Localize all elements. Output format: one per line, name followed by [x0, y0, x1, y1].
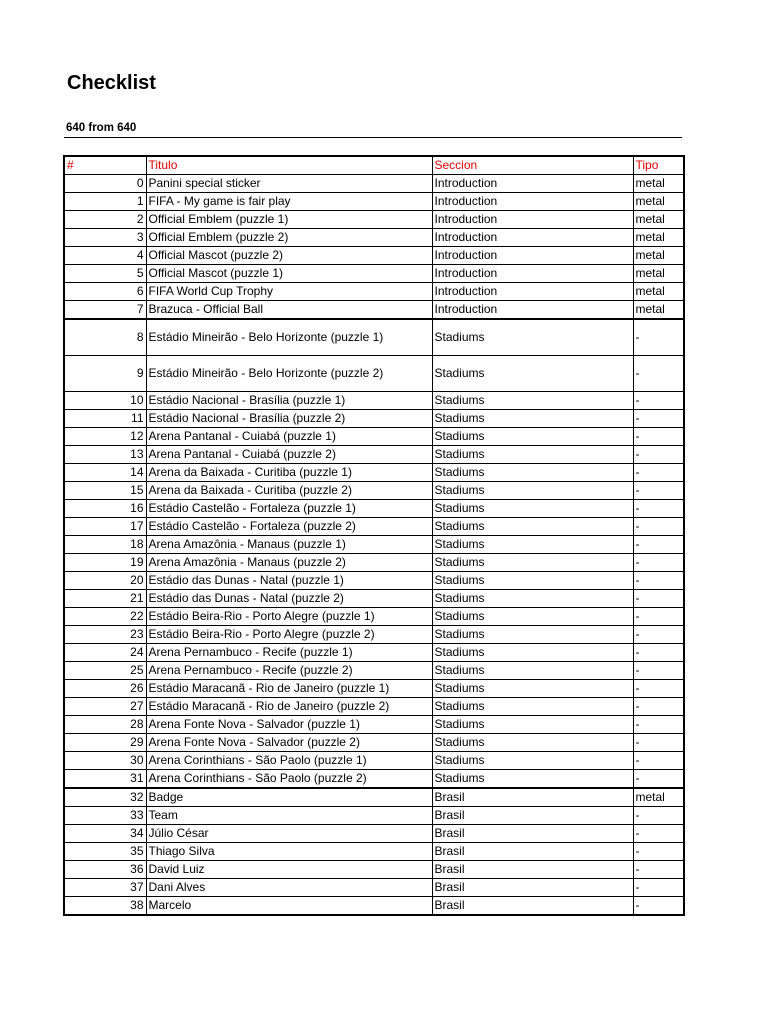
cell-titulo: Dani Alves [146, 879, 432, 897]
cell-titulo: Arena Pernambuco - Recife (puzzle 2) [146, 662, 432, 680]
cell-tipo: metal [633, 283, 684, 301]
cell-number: 30 [64, 752, 146, 770]
cell-number: 23 [64, 626, 146, 644]
cell-tipo: - [633, 518, 684, 536]
table-header-row [64, 156, 684, 175]
cell-tipo: - [633, 644, 684, 662]
table-row [64, 229, 684, 247]
cell-seccion: Introduction [432, 175, 633, 193]
cell-seccion: Stadiums [432, 319, 633, 356]
cell-tipo: - [633, 500, 684, 518]
table-row [64, 536, 684, 554]
table-row [64, 662, 684, 680]
cell-tipo: - [633, 698, 684, 716]
cell-tipo: - [633, 410, 684, 428]
cell-tipo: - [633, 734, 684, 752]
table-row [64, 698, 684, 716]
cell-seccion: Stadiums [432, 536, 633, 554]
table-row [64, 392, 684, 410]
table-row [64, 788, 684, 807]
table-row [64, 572, 684, 590]
cell-titulo: Estádio Beira-Rio - Porto Alegre (puzzle 1) [146, 608, 432, 626]
cell-tipo: - [633, 536, 684, 554]
cell-tipo: - [633, 897, 684, 916]
cell-titulo: Arena Amazônia - Manaus (puzzle 2) [146, 554, 432, 572]
cell-seccion: Stadiums [432, 752, 633, 770]
table-row [64, 590, 684, 608]
cell-tipo: metal [633, 229, 684, 247]
cell-titulo: Estádio Maracanã - Rio de Janeiro (puzzle 1) [146, 680, 432, 698]
table-row [64, 428, 684, 446]
cell-seccion: Brasil [432, 861, 633, 879]
table-row [64, 518, 684, 536]
cell-titulo: Estádio das Dunas - Natal (puzzle 1) [146, 572, 432, 590]
cell-number: 34 [64, 825, 146, 843]
cell-titulo: Team [146, 807, 432, 825]
table-row [64, 446, 684, 464]
cell-titulo: FIFA World Cup Trophy [146, 283, 432, 301]
table-row [64, 247, 684, 265]
cell-tipo: metal [633, 301, 684, 320]
table-row [64, 301, 684, 320]
cell-titulo: Thiago Silva [146, 843, 432, 861]
cell-titulo: Brazuca - Official Ball [146, 301, 432, 320]
table-row [64, 175, 684, 193]
cell-titulo: Estádio Mineirão - Belo Horizonte (puzzle 1) [146, 319, 432, 356]
cell-tipo: - [633, 662, 684, 680]
table-row [64, 464, 684, 482]
cell-titulo: Arena da Baixada - Curitiba (puzzle 2) [146, 482, 432, 500]
cell-seccion: Stadiums [432, 356, 633, 392]
cell-tipo: - [633, 319, 684, 356]
cell-titulo: Estádio das Dunas - Natal (puzzle 2) [146, 590, 432, 608]
divider [64, 137, 682, 138]
cell-titulo: David Luiz [146, 861, 432, 879]
cell-seccion: Stadiums [432, 590, 633, 608]
cell-tipo: - [633, 752, 684, 770]
table-row [64, 752, 684, 770]
table-row [64, 644, 684, 662]
cell-seccion: Stadiums [432, 680, 633, 698]
cell-titulo: Júlio César [146, 825, 432, 843]
cell-tipo: - [633, 608, 684, 626]
cell-titulo: Arena Fonte Nova - Salvador (puzzle 1) [146, 716, 432, 734]
cell-number: 24 [64, 644, 146, 662]
table-row [64, 482, 684, 500]
cell-tipo: metal [633, 265, 684, 283]
cell-titulo: Arena Corinthians - São Paolo (puzzle 2) [146, 770, 432, 789]
cell-seccion: Stadiums [432, 770, 633, 789]
cell-seccion: Introduction [432, 283, 633, 301]
cell-number: 15 [64, 482, 146, 500]
cell-titulo: Official Mascot (puzzle 1) [146, 265, 432, 283]
cell-tipo: - [633, 716, 684, 734]
cell-seccion: Stadiums [432, 626, 633, 644]
cell-titulo: FIFA - My game is fair play [146, 193, 432, 211]
header-tipo: Tipo [633, 156, 684, 175]
cell-titulo: Panini special sticker [146, 175, 432, 193]
cell-tipo: - [633, 356, 684, 392]
cell-seccion: Stadiums [432, 392, 633, 410]
cell-titulo: Official Mascot (puzzle 2) [146, 247, 432, 265]
cell-titulo: Arena Pernambuco - Recife (puzzle 1) [146, 644, 432, 662]
cell-number: 14 [64, 464, 146, 482]
cell-number: 11 [64, 410, 146, 428]
table-row [64, 734, 684, 752]
cell-seccion: Stadiums [432, 410, 633, 428]
cell-seccion: Brasil [432, 807, 633, 825]
table-row [64, 356, 684, 392]
table-row [64, 319, 684, 356]
header-number: # [64, 156, 146, 175]
cell-titulo: Arena Pantanal - Cuiabá (puzzle 2) [146, 446, 432, 464]
cell-titulo: Estádio Maracanã - Rio de Janeiro (puzzle 2) [146, 698, 432, 716]
table-row [64, 879, 684, 897]
cell-number: 12 [64, 428, 146, 446]
cell-number: 38 [64, 897, 146, 916]
cell-number: 17 [64, 518, 146, 536]
cell-titulo: Arena Corinthians - São Paolo (puzzle 1) [146, 752, 432, 770]
cell-seccion: Brasil [432, 788, 633, 807]
cell-number: 35 [64, 843, 146, 861]
cell-tipo: metal [633, 211, 684, 229]
cell-seccion: Introduction [432, 301, 633, 320]
checklist-table [63, 155, 685, 916]
cell-titulo: Estádio Nacional - Brasília (puzzle 2) [146, 410, 432, 428]
cell-number: 1 [64, 193, 146, 211]
cell-tipo: - [633, 428, 684, 446]
cell-number: 18 [64, 536, 146, 554]
table-row [64, 716, 684, 734]
cell-seccion: Introduction [432, 265, 633, 283]
cell-number: 10 [64, 392, 146, 410]
cell-seccion: Stadiums [432, 734, 633, 752]
cell-number: 29 [64, 734, 146, 752]
cell-seccion: Stadiums [432, 482, 633, 500]
cell-titulo: Arena Fonte Nova - Salvador (puzzle 2) [146, 734, 432, 752]
page-title: Checklist [67, 72, 156, 94]
table-row [64, 843, 684, 861]
cell-seccion: Stadiums [432, 698, 633, 716]
cell-number: 28 [64, 716, 146, 734]
table-row [64, 626, 684, 644]
cell-seccion: Introduction [432, 247, 633, 265]
cell-tipo: - [633, 572, 684, 590]
cell-number: 20 [64, 572, 146, 590]
header-titulo: Titulo [146, 156, 432, 175]
cell-seccion: Introduction [432, 193, 633, 211]
table-row [64, 211, 684, 229]
cell-tipo: - [633, 879, 684, 897]
cell-seccion: Stadiums [432, 716, 633, 734]
cell-titulo: Official Emblem (puzzle 1) [146, 211, 432, 229]
cell-seccion: Introduction [432, 229, 633, 247]
cell-number: 13 [64, 446, 146, 464]
cell-tipo: metal [633, 788, 684, 807]
cell-number: 3 [64, 229, 146, 247]
table-row [64, 193, 684, 211]
cell-number: 2 [64, 211, 146, 229]
cell-tipo: - [633, 843, 684, 861]
cell-number: 7 [64, 301, 146, 320]
cell-titulo: Estádio Nacional - Brasília (puzzle 1) [146, 392, 432, 410]
cell-tipo: - [633, 554, 684, 572]
table-row [64, 861, 684, 879]
cell-seccion: Stadiums [432, 500, 633, 518]
table-row [64, 770, 684, 789]
cell-titulo: Badge [146, 788, 432, 807]
header-seccion: Seccion [432, 156, 633, 175]
table-row [64, 825, 684, 843]
cell-tipo: - [633, 825, 684, 843]
cell-number: 26 [64, 680, 146, 698]
cell-seccion: Stadiums [432, 428, 633, 446]
cell-tipo: - [633, 464, 684, 482]
cell-tipo: - [633, 861, 684, 879]
cell-seccion: Introduction [432, 211, 633, 229]
table-row [64, 410, 684, 428]
cell-number: 36 [64, 861, 146, 879]
cell-titulo: Official Emblem (puzzle 2) [146, 229, 432, 247]
cell-number: 31 [64, 770, 146, 789]
cell-seccion: Stadiums [432, 554, 633, 572]
cell-seccion: Stadiums [432, 464, 633, 482]
cell-number: 25 [64, 662, 146, 680]
cell-tipo: - [633, 590, 684, 608]
cell-number: 9 [64, 356, 146, 392]
count-summary: 640 from 640 [66, 122, 137, 134]
cell-tipo: - [633, 392, 684, 410]
cell-number: 37 [64, 879, 146, 897]
cell-seccion: Stadiums [432, 572, 633, 590]
cell-seccion: Brasil [432, 897, 633, 916]
cell-seccion: Stadiums [432, 662, 633, 680]
cell-seccion: Brasil [432, 825, 633, 843]
cell-number: 21 [64, 590, 146, 608]
table-row [64, 283, 684, 301]
cell-seccion: Brasil [432, 879, 633, 897]
cell-number: 27 [64, 698, 146, 716]
cell-seccion: Brasil [432, 843, 633, 861]
table-row [64, 265, 684, 283]
cell-tipo: - [633, 807, 684, 825]
cell-tipo: metal [633, 247, 684, 265]
cell-tipo: - [633, 626, 684, 644]
cell-seccion: Stadiums [432, 644, 633, 662]
cell-number: 19 [64, 554, 146, 572]
cell-number: 32 [64, 788, 146, 807]
cell-seccion: Stadiums [432, 446, 633, 464]
cell-titulo: Arena da Baixada - Curitiba (puzzle 1) [146, 464, 432, 482]
cell-tipo: metal [633, 193, 684, 211]
cell-number: 16 [64, 500, 146, 518]
cell-number: 22 [64, 608, 146, 626]
cell-tipo: - [633, 680, 684, 698]
cell-number: 0 [64, 175, 146, 193]
cell-titulo: Arena Pantanal - Cuiabá (puzzle 1) [146, 428, 432, 446]
cell-titulo: Estádio Beira-Rio - Porto Alegre (puzzle 2) [146, 626, 432, 644]
cell-number: 33 [64, 807, 146, 825]
cell-titulo: Marcelo [146, 897, 432, 916]
table-row [64, 608, 684, 626]
cell-tipo: - [633, 482, 684, 500]
table-row [64, 807, 684, 825]
cell-titulo: Arena Amazônia - Manaus (puzzle 1) [146, 536, 432, 554]
cell-number: 8 [64, 319, 146, 356]
cell-number: 6 [64, 283, 146, 301]
table-row [64, 500, 684, 518]
cell-tipo: - [633, 770, 684, 789]
cell-titulo: Estádio Castelão - Fortaleza (puzzle 2) [146, 518, 432, 536]
table-row [64, 897, 684, 916]
cell-titulo: Estádio Castelão - Fortaleza (puzzle 1) [146, 500, 432, 518]
cell-number: 5 [64, 265, 146, 283]
cell-tipo: - [633, 446, 684, 464]
cell-tipo: metal [633, 175, 684, 193]
table-row [64, 554, 684, 572]
cell-number: 4 [64, 247, 146, 265]
table-row [64, 680, 684, 698]
cell-seccion: Stadiums [432, 518, 633, 536]
cell-seccion: Stadiums [432, 608, 633, 626]
cell-titulo: Estádio Mineirão - Belo Horizonte (puzzle 2) [146, 356, 432, 392]
